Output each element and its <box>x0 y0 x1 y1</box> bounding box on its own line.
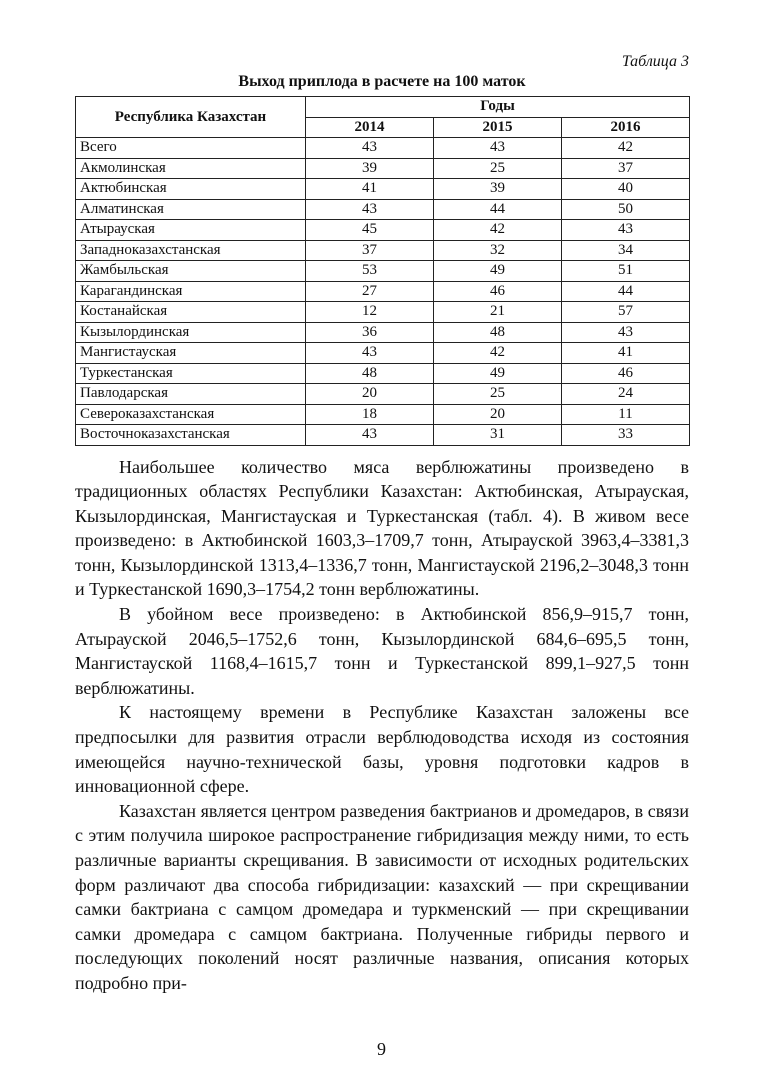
region-cell: Атырауская <box>76 220 306 241</box>
table-row <box>76 179 690 200</box>
value-cell: 44 <box>562 281 690 302</box>
year-header: 2014 <box>306 117 434 138</box>
value-cell: 48 <box>306 363 434 384</box>
paragraph: К настоящему времени в Республике Казахстан заложены все предпосылки для развития отрасли верблюдоводства исходя из состояния имеющейся научно-технической базы, уровня подготовки кадров в инновационной сфере. <box>75 702 689 797</box>
value-cell: 21 <box>434 302 562 323</box>
year-header: 2015 <box>434 117 562 138</box>
table-row <box>76 322 690 343</box>
value-cell: 36 <box>306 322 434 343</box>
region-cell: Западноказахстанская <box>76 240 306 261</box>
value-cell: 42 <box>434 343 562 364</box>
value-cell: 51 <box>562 261 690 282</box>
table-row <box>76 240 690 261</box>
value-cell: 20 <box>306 384 434 405</box>
value-cell: 33 <box>562 425 690 446</box>
value-cell: 25 <box>434 384 562 405</box>
region-cell: Кызылординская <box>76 322 306 343</box>
table-row <box>76 425 690 446</box>
value-cell: 44 <box>434 199 562 220</box>
region-cell: Восточноказахстанская <box>76 425 306 446</box>
value-cell: 25 <box>434 158 562 179</box>
value-cell: 34 <box>562 240 690 261</box>
region-cell: Акмолинская <box>76 158 306 179</box>
value-cell: 49 <box>434 261 562 282</box>
table-row <box>76 220 690 241</box>
value-cell: 24 <box>562 384 690 405</box>
value-cell: 53 <box>306 261 434 282</box>
table-title: Выход приплода в расчете на 100 маток <box>238 73 526 90</box>
region-cell: Всего <box>76 138 306 159</box>
value-cell: 43 <box>306 138 434 159</box>
value-cell: 37 <box>306 240 434 261</box>
value-cell: 27 <box>306 281 434 302</box>
value-cell: 42 <box>434 220 562 241</box>
value-cell: 43 <box>306 425 434 446</box>
region-cell: Актюбинская <box>76 179 306 200</box>
value-cell: 20 <box>434 404 562 425</box>
value-cell: 43 <box>562 322 690 343</box>
table-row <box>76 199 690 220</box>
value-cell: 40 <box>562 179 690 200</box>
table-row <box>76 363 690 384</box>
table-row <box>76 302 690 323</box>
region-cell: Туркестанская <box>76 363 306 384</box>
region-cell: Жамбыльская <box>76 261 306 282</box>
value-cell: 50 <box>562 199 690 220</box>
table-row <box>76 158 690 179</box>
body-text <box>75 455 689 996</box>
table-row <box>76 281 690 302</box>
region-cell: Павлодарская <box>76 384 306 405</box>
value-cell: 41 <box>562 343 690 364</box>
table-row <box>76 138 690 159</box>
data-table <box>75 96 690 446</box>
table-row <box>76 404 690 425</box>
value-cell: 48 <box>434 322 562 343</box>
paragraph: В убойном весе произведено: в Актюбинской 856,9–915,7 тонн, Атырауской 2046,5–1752,6 тонн, Кызылординской 684,6–695,5 тонн, Мангистауской 1168,4–1615,7 тонн и Туркестанской 899,1–927,5 тонн верблюжатины. <box>75 604 689 698</box>
value-cell: 18 <box>306 404 434 425</box>
table-header-row <box>76 97 690 118</box>
table-row <box>76 343 690 364</box>
value-cell: 32 <box>434 240 562 261</box>
value-cell: 12 <box>306 302 434 323</box>
value-cell: 37 <box>562 158 690 179</box>
value-cell: 46 <box>434 281 562 302</box>
paragraph: Казахстан является центром разведения бактрианов и дромедаров, в связи с этим получила широкое распространение гибридизация между ними, то есть различные варианты скрещивания. В зависимости от исходных родительских форм различают два способа гибридизации: казахский — при скрещивании самки бактриана с самцом дромедара и туркменский — при скрещивании самки дромедара с самцом бактриана. Полученные гибриды первого и последующих поколений носят различные названия, описания которых подробно при- <box>75 800 689 993</box>
region-cell: Североказахстанская <box>76 404 306 425</box>
value-cell: 57 <box>562 302 690 323</box>
document-page <box>75 52 689 996</box>
value-cell: 46 <box>562 363 690 384</box>
region-header: Республика Казахстан <box>76 97 306 138</box>
years-header: Годы <box>306 97 690 118</box>
value-cell: 11 <box>562 404 690 425</box>
value-cell: 43 <box>434 138 562 159</box>
value-cell: 49 <box>434 363 562 384</box>
value-cell: 43 <box>306 343 434 364</box>
region-cell: Карагандинская <box>76 281 306 302</box>
value-cell: 42 <box>562 138 690 159</box>
value-cell: 39 <box>434 179 562 200</box>
value-cell: 43 <box>306 199 434 220</box>
region-cell: Мангистауская <box>76 343 306 364</box>
table-row <box>76 261 690 282</box>
value-cell: 45 <box>306 220 434 241</box>
table-body <box>76 138 690 446</box>
year-header: 2016 <box>562 117 690 138</box>
value-cell: 39 <box>306 158 434 179</box>
value-cell: 31 <box>434 425 562 446</box>
table-label: Таблица 3 <box>621 53 689 70</box>
paragraph: Наибольшее количество мяса верблюжатины произведено в традиционных областях Республики Казахстан: Актюбинская, Атырауская, Кызылординская, Мангистауская и Туркестанская (табл. 4). В живом весе произведено: в Актюбинской 1603,3–1709,7 тонн, Атырауской 3963,4–3381,3 тонн, Кызылординской 1313,4–1336,7 тонн, Мангистауской 2196,2–3048,3 тонн и Туркестанской 1690,3–1754,2 тонн верблюжатины. <box>75 456 689 600</box>
region-cell: Алматинская <box>76 199 306 220</box>
value-cell: 41 <box>306 179 434 200</box>
page-number: 9 <box>377 1039 386 1059</box>
table-row <box>76 384 690 405</box>
value-cell: 43 <box>562 220 690 241</box>
region-cell: Костанайская <box>76 302 306 323</box>
